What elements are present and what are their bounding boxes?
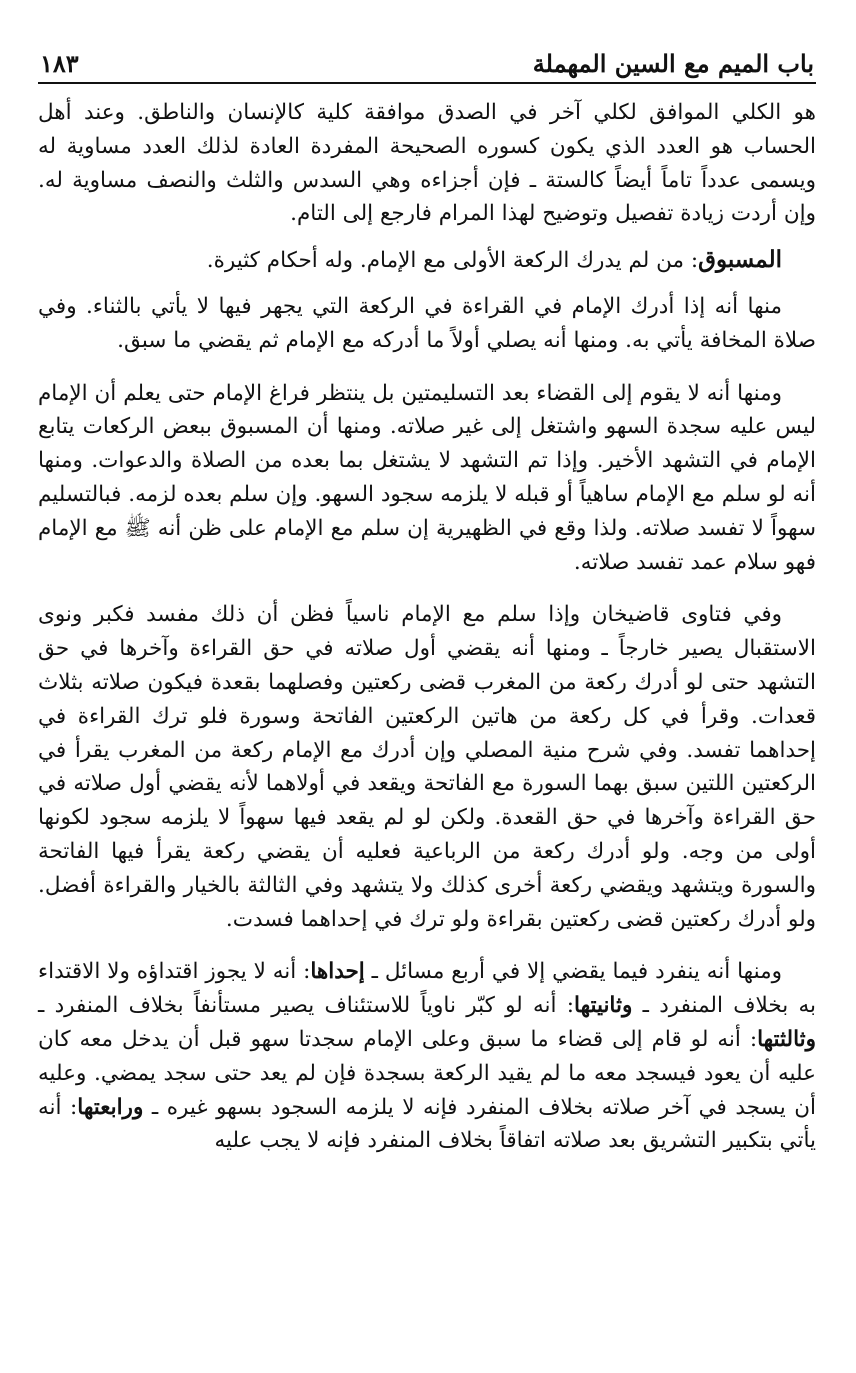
entry-definition-text: : من لم يدرك الركعة الأولى مع الإمام. وله أحكام كثيرة.: [206, 248, 699, 274]
text-fourth: : أنه يأتي بتكبير التشريق بعد صلاته اتفاقاً بخلاف المنفرد فإنه لا يجب عليه: [38, 1094, 816, 1154]
page-header: [38, 34, 816, 84]
text-first: : أنه لا يجوز اقتداؤه ولا الاقتداء به بخلاف المنفرد ـ: [38, 959, 816, 1019]
paragraph-4: وفي فتاوى قاضيخان وإذا سلم مع الإمام ناسياً فظن أن ذلك مفسد فكبر ونوى الاستقبال يصير خارجاً ـ ومنها أنه يقضي أول صلاته في حق القراءة وآخرها في حق التشهد حتى لو أدرك ركعة من المغرب قضى ركعتين وفصلهما بقعدة فيكون صلاته بثلاث قعدات. وقرأ في كل ركعة من هاتين الركعتين الفاتحة وسورة فلو ترك القراءة في إحداهما تفسد. وفي شرح منية المصلي وإن أدرك مع الإمام ركعة من المغرب يقرأ في الركعتين اللتين سبق بهما السورة مع الفاتحة ويقعد في أولاهما لأنه يقضي أول صلاته في حق القراءة وآخرها في حق القعدة. ولكن لو لم يقعد فيها سهواً لا يلزمه سجود لكونها أولى من وجه. ولو أدرك ركعة من الرباعية فعليه أن يقضي ركعة يقرأ فيها الفاتحة والسورة ويتشهد ويقضي ركعة أخرى كذلك ولا يتشهد وفي الثالثة بالخيار والقراءة أفضل. ولو أدرك ركعتين قضى ركعتين بقراءة ولو ترك في إحداهما فسدت.: [38, 602, 816, 932]
text-second: : أنه لو كبّر ناوياً للاستئناف يصير مستأنفاً بخلاف المنفرد ـ: [38, 993, 575, 1019]
paragraph-5-intro: ومنها أنه ينفرد فيما يقضي إلا في أربع مسائل ـ: [364, 959, 782, 985]
label-third: وثالثتها: [757, 1026, 816, 1052]
paragraph-1: هو الكلي الموافق لكلي آخر في الصدق موافقة كلية كالإنسان والناطق. وعند أهل الحساب هو العدد الذي يكون كسوره الصحيحة المفردة العادة لذلك العدد مساوية له ويسمى عدداً تاماً أيضاً كالستة ـ فإن أجزاءه وهي السدس والثلث والنصف مساوية له. وإن أردت زيادة تفصيل وتوضيح لهذا المرام فارجع إلى التام.: [38, 100, 816, 227]
entry-term: المسبوق: [698, 246, 782, 274]
label-second: وثانيتها: [574, 993, 633, 1019]
paragraph-2: منها أنه إذا أدرك الإمام في القراءة في الركعة التي يجهر فيها لا يأتي بالثناء. وفي صلاة المخافة يأتي به. ومنها أنه يصلي أولاً ما أدركه مع الإمام ثم يقضي ما سبق.: [38, 293, 816, 353]
page-number: ١٨٣: [40, 49, 79, 78]
book-page: [38, 34, 816, 1158]
page-content: [38, 96, 816, 1158]
entry-definition: [38, 243, 816, 278]
label-first: إحداها: [310, 959, 365, 985]
label-fourth: ورابعتها: [77, 1094, 144, 1120]
chapter-title: باب الميم مع السين المهملة: [532, 49, 814, 78]
paragraph-5: [38, 955, 816, 1158]
text-third: : أنه لو قام إلى قضاء ما سبق وعلى الإمام سجدتا سهو قبل أن يدخل معه كان عليه أن يعود فيسجد معه ما لم يقيد الركعة بسجدة فإن لم يعد حتى سجد يمضي. وعليه أن يسجد في آخر صلاته بخلاف المنفرد فإنه لا يلزمه السجود بسهو غيره ـ: [38, 1026, 816, 1120]
paragraph-3: ومنها أنه لا يقوم إلى القضاء بعد التسليمتين بل ينتظر فراغ الإمام حتى يعلم أن الإمام ليس عليه سجدة السهو واشتغل إلى غير صلاته. ومنها أن المسبوق ببعض الركعات يتابع الإمام في التشهد الأخير. وإذا تم التشهد لا يشتغل بما بعده من الصلاة والدعوات. ومنها أنه لو سلم مع الإمام ساهياً أو قبله لا يلزمه سجود السهو. وإن سلم بعده لزمه. فبالتسليم سهواً لا تفسد صلاته. ولذا وقع في الظهيرية إن سلم مع الإمام على ظن أنه ﷺ مع الإمام فهو سلام عمد تفسد صلاته.: [38, 380, 816, 575]
